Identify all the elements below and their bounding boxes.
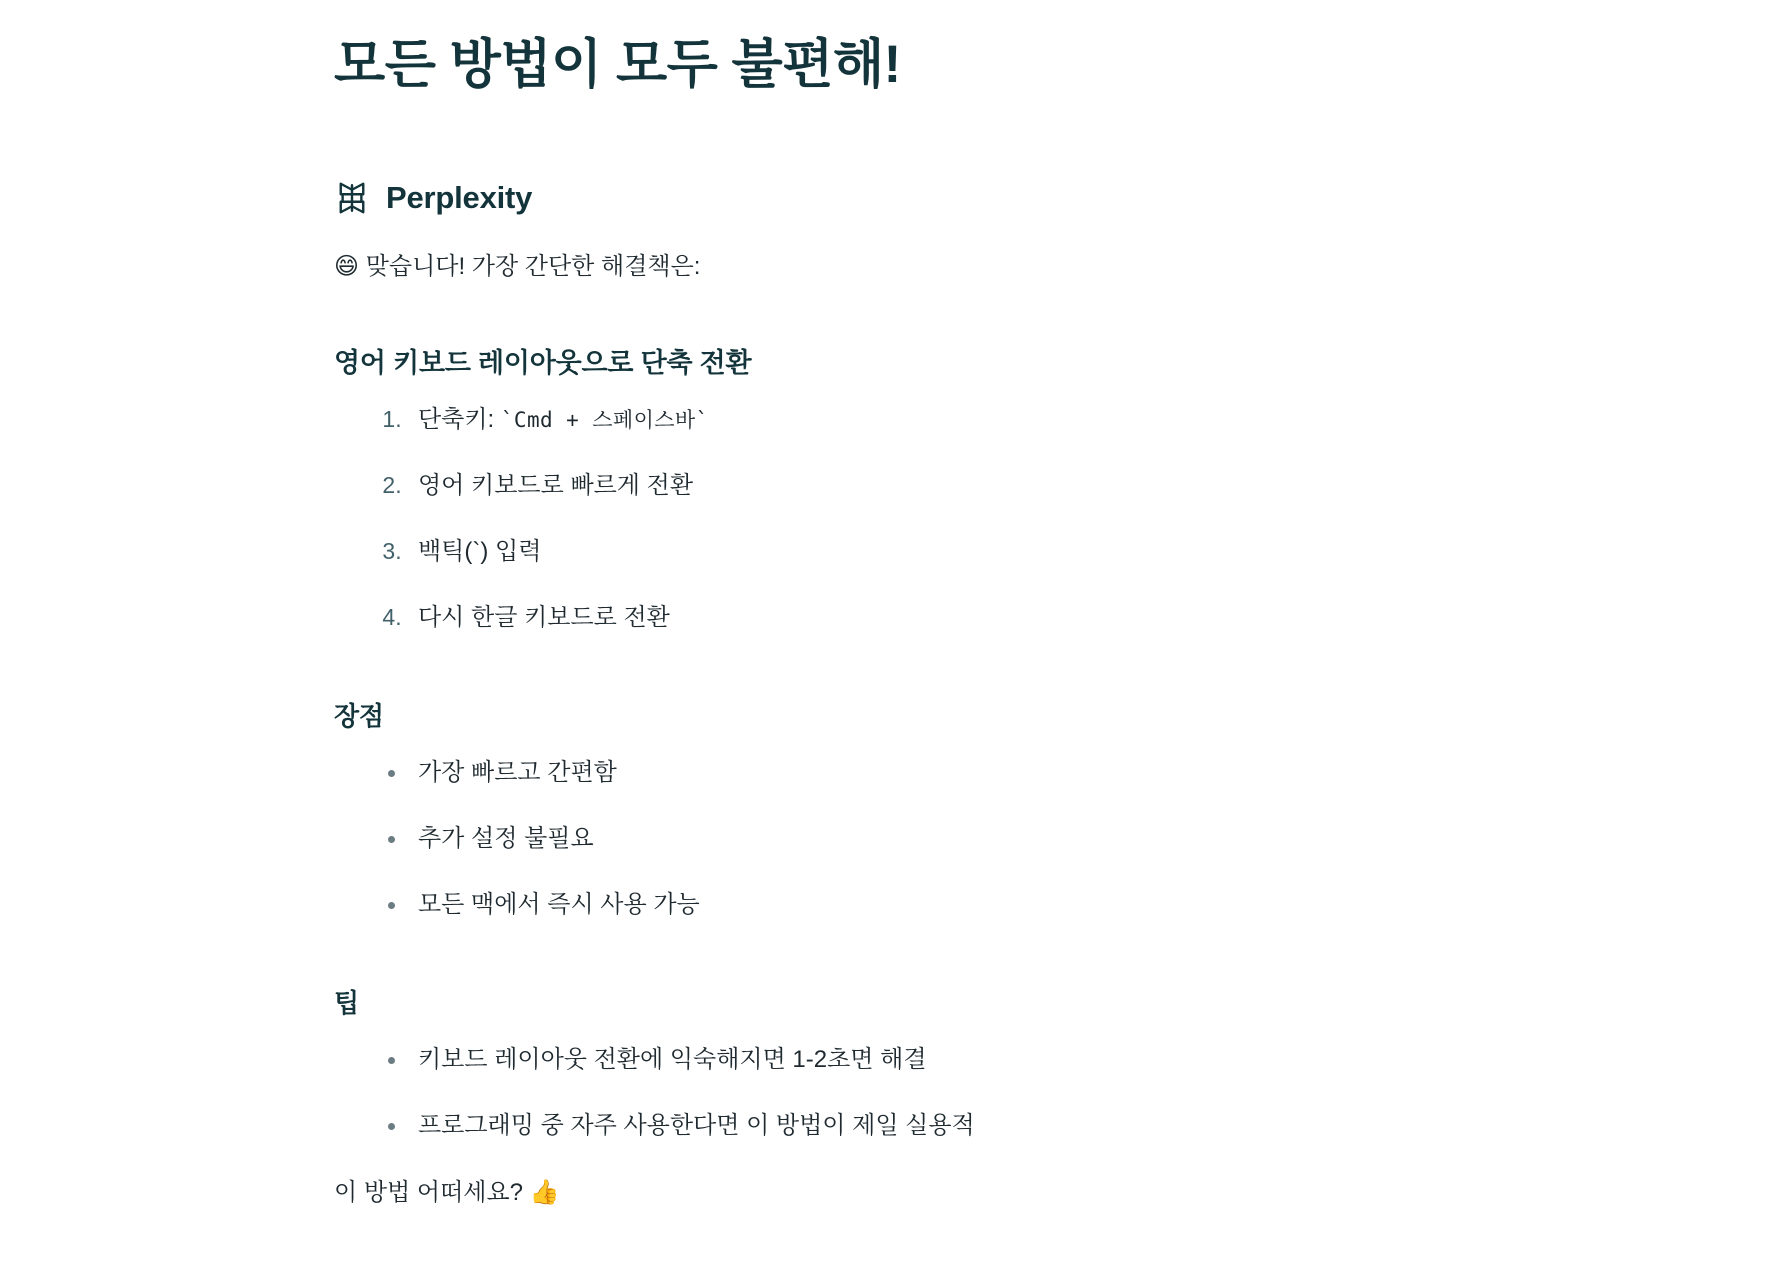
step-text: 백틱(`) 입력 [418, 538, 542, 566]
list-item: • 모든 맥에서 즉시 사용 가능 [408, 887, 1634, 923]
step-text: 영어 키보드로 빠르게 전환 [418, 472, 694, 500]
advantages-list [334, 755, 1634, 923]
list-item [408, 600, 1634, 636]
closing-paragraph [334, 1174, 1634, 1211]
section-heading-tips: 팁 [334, 988, 359, 1019]
intro-paragraph [334, 248, 1634, 285]
thumbs-up-emoji: 👍 [529, 1178, 560, 1207]
list-item [408, 534, 1634, 570]
list-item: • 가장 빠르고 간편함 [408, 755, 1634, 791]
perplexity-logo-icon [334, 180, 370, 216]
assistant-name: Perplexity [386, 180, 533, 216]
list-item [408, 402, 1634, 438]
intro-text: 맞습니다! 가장 간단한 해결책은: [365, 253, 701, 281]
section-heading-method: 영어 키보드 레이아웃으로 단축 전환 [334, 348, 752, 379]
smile-emoji: 😄 [334, 252, 360, 281]
steps-list [334, 402, 1634, 636]
list-item: • 추가 설정 불필요 [408, 821, 1634, 857]
closing-text: 이 방법 어떠세요? [334, 1179, 530, 1207]
page-title: 모든 방법이 모두 불편해! [334, 35, 901, 94]
step-text: 다시 한글 키보드로 전환 [418, 604, 670, 632]
document-content [334, 32, 1634, 1211]
list-item: • 키보드 레이아웃 전환에 익숙해지면 1-2초면 해결 [408, 1042, 1634, 1078]
tips-list [334, 1042, 1634, 1144]
shortcut-code: `Cmd + 스페이스바` [500, 408, 709, 433]
step-text: 단축키: [418, 406, 501, 434]
list-item [408, 468, 1634, 504]
assistant-brand-row [334, 180, 1634, 216]
section-heading-advantages: 장점 [334, 701, 384, 732]
list-item: • 프로그래밍 중 자주 사용한다면 이 방법이 제일 실용적 [408, 1108, 1634, 1144]
